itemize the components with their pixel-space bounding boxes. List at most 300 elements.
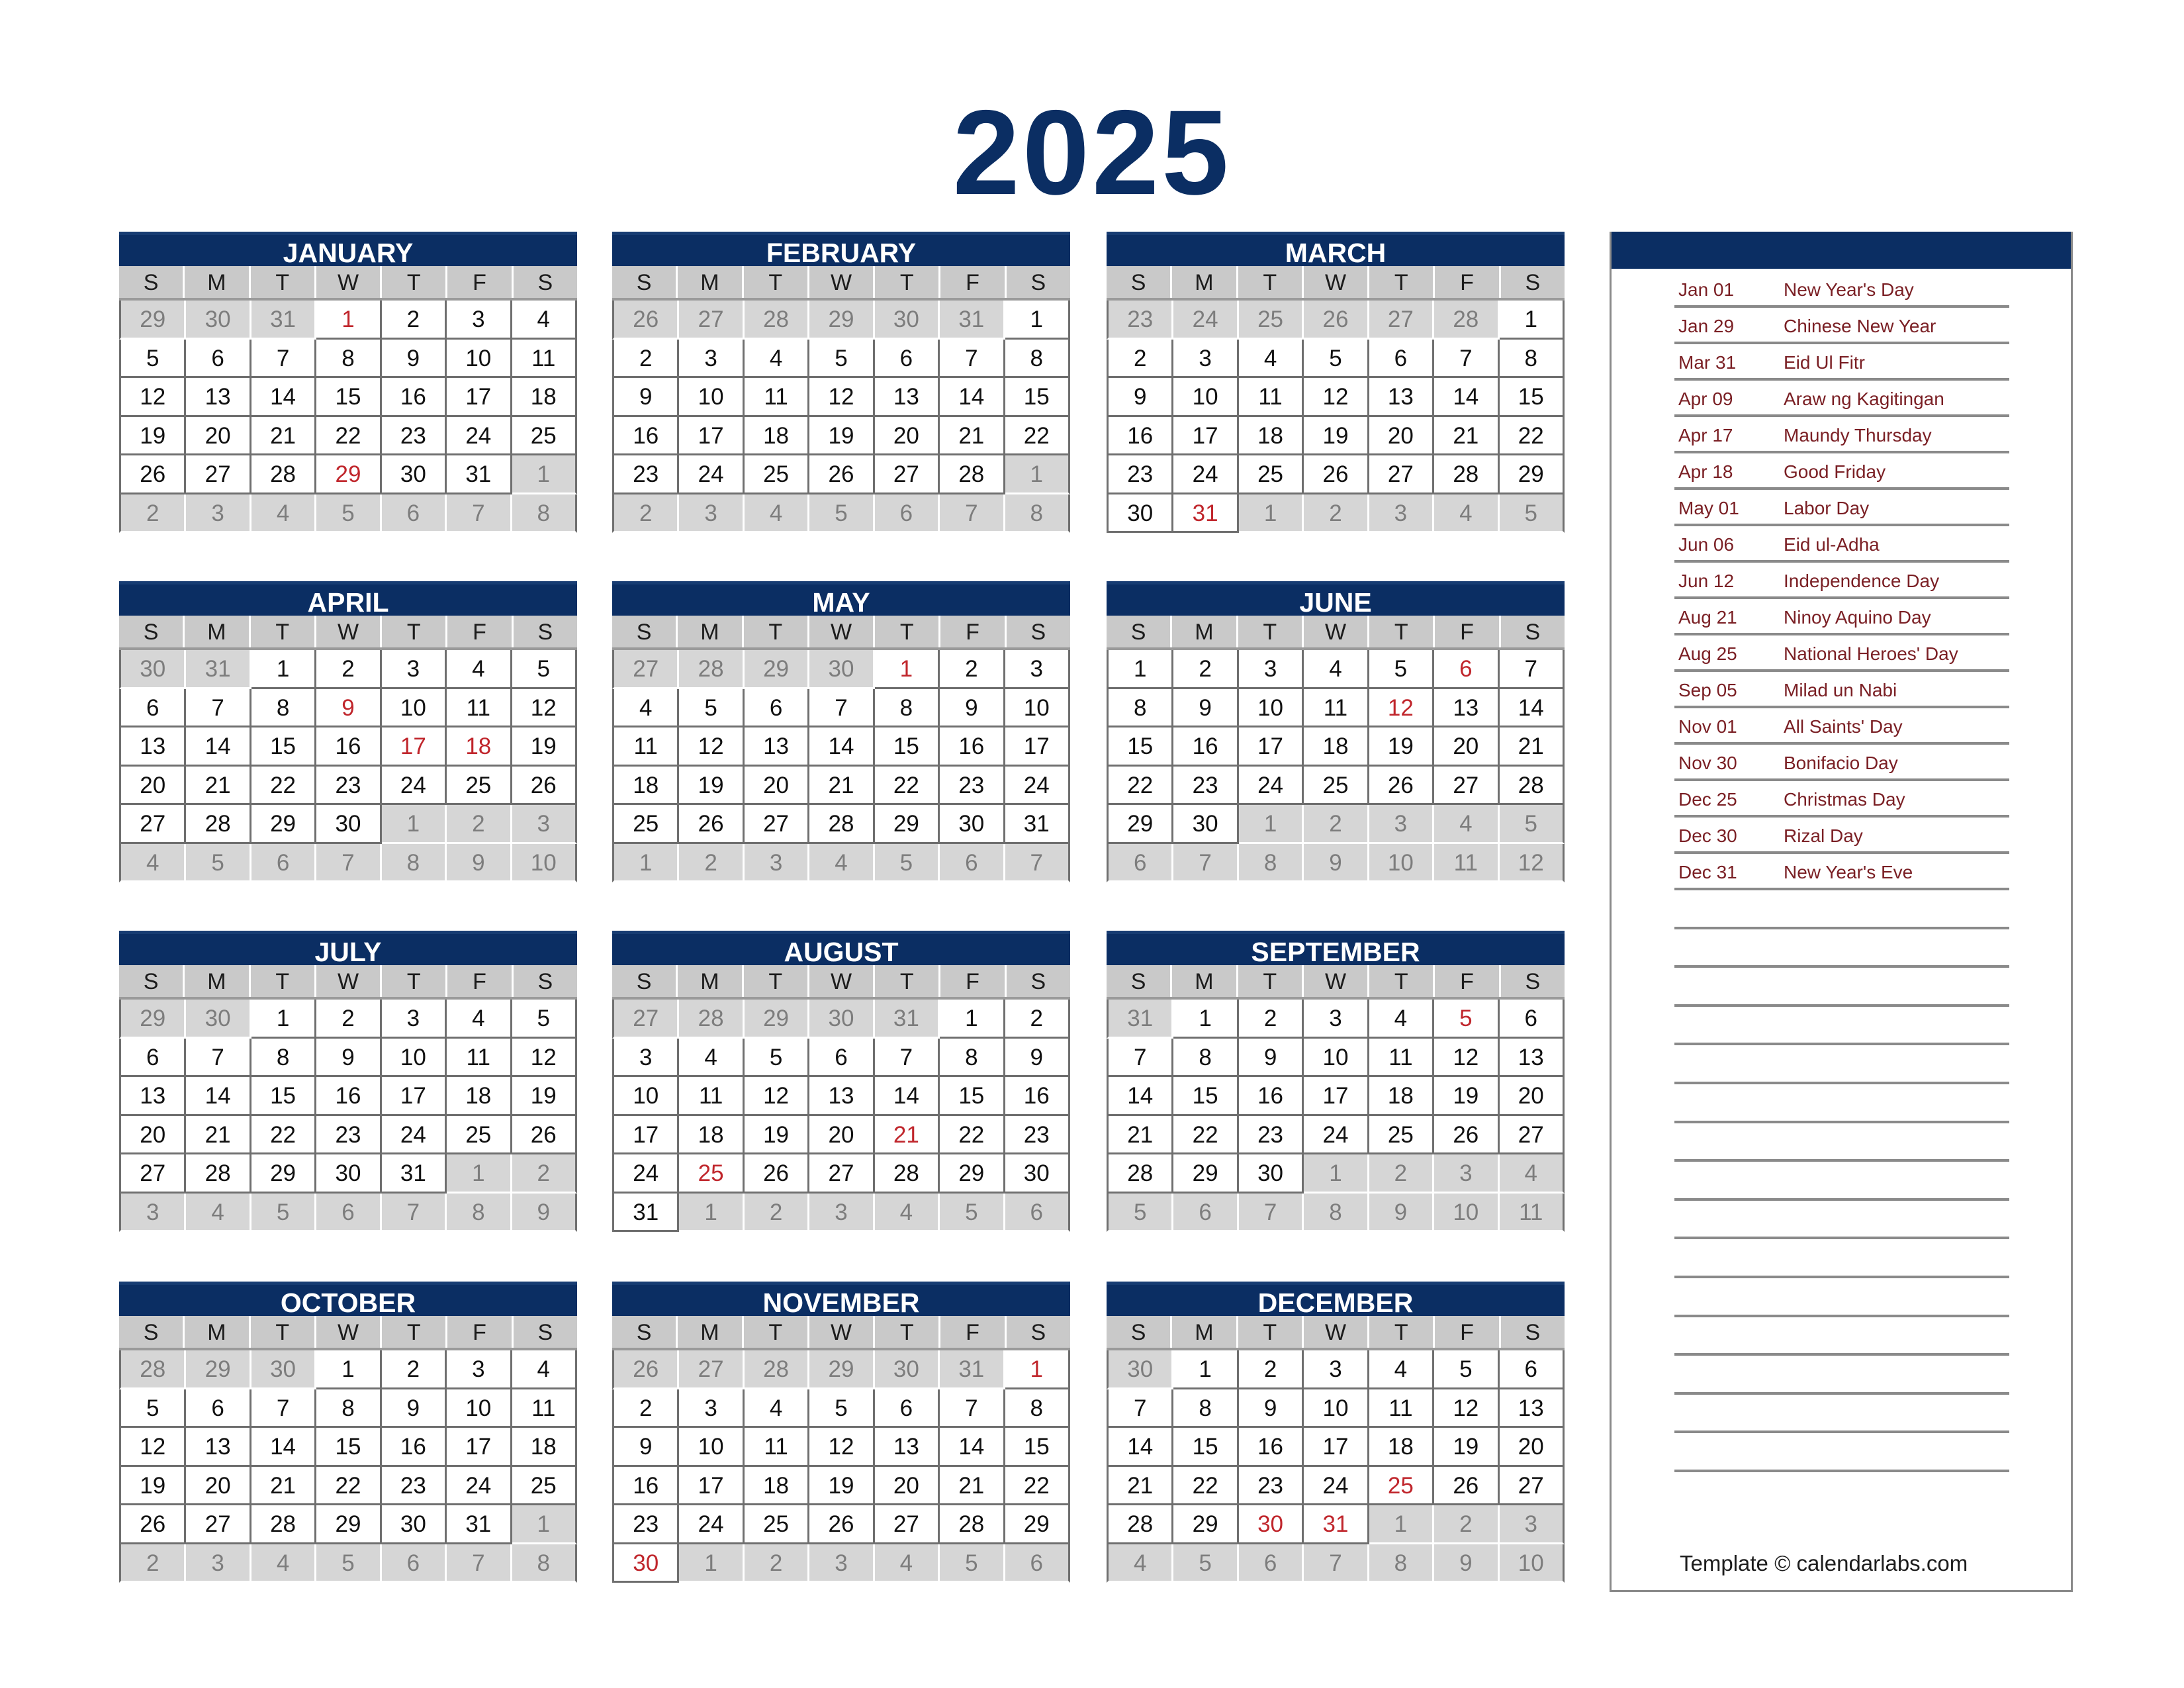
day-cell: 14 [251, 378, 316, 417]
footer-credit: Template © calendarlabs.com [1680, 1551, 1968, 1575]
day-cell: 25 [1369, 1116, 1434, 1155]
holiday-row [1674, 745, 2009, 781]
day-cell: 5 [1369, 650, 1434, 689]
day-cell: 18 [512, 378, 577, 417]
adjacent-month-day: 5 [316, 1544, 381, 1583]
holiday-day: 29 [316, 455, 381, 494]
adjacent-month-day: 3 [1500, 1505, 1565, 1544]
month-october [119, 1282, 577, 1595]
weekday-label: S [1107, 965, 1172, 997]
week-row [612, 1077, 1070, 1116]
adjacent-month-day: 2 [512, 1154, 577, 1194]
day-cell: 7 [251, 340, 316, 379]
day-cell: 25 [745, 1505, 809, 1544]
month-september [1107, 931, 1565, 1244]
day-cell: 18 [1304, 727, 1369, 767]
holiday-day: 5 [1434, 1000, 1499, 1039]
holiday-row [1674, 599, 2009, 635]
day-cell: 2 [1239, 1000, 1304, 1039]
adjacent-month-day: 8 [1005, 494, 1070, 534]
day-cell: 22 [940, 1116, 1005, 1155]
month-august [612, 931, 1070, 1244]
holiday-row [1674, 526, 2009, 563]
weekday-label: S [1030, 620, 1046, 645]
adjacent-month-day: 29 [119, 301, 186, 340]
week-row [119, 767, 577, 806]
day-cell: 4 [512, 301, 577, 340]
week-row [1107, 805, 1565, 844]
weekday-label: T [1369, 616, 1435, 647]
week-row [119, 1467, 577, 1506]
day-cell: 7 [1107, 1389, 1173, 1429]
weekday-label: S [612, 1316, 678, 1348]
day-cell: 7 [186, 689, 251, 728]
adjacent-month-day: 27 [612, 1000, 679, 1039]
month-name: FEBRUARY [612, 232, 1070, 266]
day-cell: 30 [316, 805, 381, 844]
weekday-label: S [1107, 1316, 1172, 1348]
weekday-label: F [447, 266, 513, 298]
adjacent-month-day: 4 [745, 494, 809, 534]
weekday-label: W [316, 616, 382, 647]
day-cell: 14 [940, 1428, 1005, 1467]
day-cell: 2 [1173, 650, 1238, 689]
adjacent-month-day: 7 [447, 1544, 512, 1583]
week-row [612, 1428, 1070, 1467]
day-cell: 8 [251, 1039, 316, 1078]
day-cell: 15 [1005, 378, 1070, 417]
adjacent-month-day: 4 [1434, 494, 1499, 534]
day-cell: 18 [1239, 417, 1304, 456]
weekday-label: T [382, 1316, 447, 1348]
adjacent-month-day: 7 [382, 1194, 447, 1233]
adjacent-month-day: 10 [1369, 844, 1434, 883]
weekday-header-row [1107, 616, 1565, 650]
day-cell: 7 [875, 1039, 940, 1078]
week-row [612, 455, 1070, 494]
day-cell: 20 [186, 1467, 251, 1506]
week-row [612, 340, 1070, 379]
blank-note-line [1674, 1084, 2009, 1123]
week-row [1107, 1154, 1565, 1194]
day-cell: 5 [1304, 340, 1369, 379]
adjacent-month-day: 3 [679, 494, 744, 534]
day-cell: 13 [809, 1077, 874, 1116]
day-cell: 16 [316, 727, 381, 767]
day-cell: 29 [251, 1154, 316, 1194]
day-cell: 27 [186, 455, 251, 494]
adjacent-month-day: 24 [1173, 301, 1238, 340]
day-cell: 1 [1173, 1000, 1238, 1039]
day-cell: 7 [809, 689, 874, 728]
day-cell: 8 [1005, 1389, 1070, 1429]
week-row [1107, 340, 1565, 379]
adjacent-month-day: 2 [1304, 494, 1369, 534]
day-cell: 14 [186, 727, 251, 767]
adjacent-month-day: 30 [1107, 1350, 1173, 1389]
day-cell: 8 [1500, 340, 1565, 379]
adjacent-month-day: 6 [1173, 1194, 1238, 1233]
adjacent-month-day: 1 [447, 1154, 512, 1194]
weekday-label: T [744, 616, 809, 647]
adjacent-month-day: 28 [679, 650, 744, 689]
holiday-date: Aug 25 [1678, 643, 1737, 664]
day-cell: 15 [251, 1077, 316, 1116]
day-cell: 24 [1304, 1467, 1369, 1506]
adjacent-month-day: 1 [512, 1505, 577, 1544]
holiday-row [1674, 381, 2009, 417]
day-cell: 19 [745, 1116, 809, 1155]
week-row [612, 1389, 1070, 1429]
holiday-day: 31 [1173, 494, 1238, 534]
holiday-day: 25 [1369, 1467, 1434, 1506]
day-cell: 2 [612, 340, 679, 379]
day-cell: 27 [1434, 767, 1499, 806]
blank-note-line [1674, 1162, 2009, 1201]
month-november [612, 1282, 1070, 1595]
day-cell: 14 [251, 1428, 316, 1467]
holiday-day: 25 [679, 1154, 744, 1194]
day-cell: 16 [612, 417, 679, 456]
holiday-name: All Saints' Day [1784, 716, 1903, 737]
day-cell: 13 [745, 727, 809, 767]
day-cell: 8 [251, 689, 316, 728]
week-row [1107, 1505, 1565, 1544]
day-cell: 30 [940, 805, 1005, 844]
weekday-label: T [1238, 616, 1304, 647]
adjacent-month-day: 5 [809, 494, 874, 534]
adjacent-month-day: 3 [512, 805, 577, 844]
adjacent-month-day: 4 [875, 1544, 940, 1583]
day-cell: 2 [612, 1389, 679, 1429]
day-cell: 1 [1005, 301, 1070, 340]
adjacent-month-day: 1 [679, 1194, 744, 1233]
day-cell: 14 [1107, 1428, 1173, 1467]
day-cell: 3 [1173, 340, 1238, 379]
day-cell: 6 [186, 1389, 251, 1429]
holiday-day: 30 [612, 1544, 679, 1583]
adjacent-month-day: 4 [186, 1194, 251, 1233]
adjacent-month-day: 1 [612, 844, 679, 883]
day-cell: 5 [512, 1000, 577, 1039]
adjacent-month-day: 6 [875, 494, 940, 534]
weekday-label: T [251, 965, 316, 997]
day-cell: 9 [612, 1428, 679, 1467]
weekday-label: S [1107, 616, 1172, 647]
adjacent-month-day: 5 [940, 1194, 1005, 1233]
day-cell: 6 [745, 689, 809, 728]
weekday-label: T [251, 616, 316, 647]
day-cell: 12 [1434, 1039, 1499, 1078]
adjacent-month-day: 29 [745, 650, 809, 689]
weekday-label: T [744, 266, 809, 298]
adjacent-month-day: 11 [1434, 844, 1499, 883]
weekday-label: W [1304, 1316, 1369, 1348]
week-row [119, 1389, 577, 1429]
holiday-day: 1 [316, 301, 381, 340]
holiday-name: Labor Day [1784, 498, 1870, 518]
day-cell: 24 [1304, 1116, 1369, 1155]
weekday-label: S [537, 620, 553, 645]
adjacent-month-day: 6 [1107, 844, 1173, 883]
weekday-label: T [875, 266, 940, 298]
adjacent-month-day: 9 [1369, 1194, 1434, 1233]
day-cell: 8 [1173, 1039, 1238, 1078]
day-cell: 20 [1500, 1428, 1565, 1467]
day-cell: 5 [119, 1389, 186, 1429]
day-cell: 26 [679, 805, 744, 844]
week-row [119, 727, 577, 767]
month-april [119, 581, 577, 894]
day-cell: 23 [1005, 1116, 1070, 1155]
day-cell: 21 [940, 1467, 1005, 1506]
week-row [119, 650, 577, 689]
day-cell: 31 [447, 1505, 512, 1544]
day-cell: 8 [1107, 689, 1173, 728]
adjacent-month-day: 29 [809, 1350, 874, 1389]
week-row [1107, 1000, 1565, 1039]
month-name: JULY [119, 931, 577, 965]
day-cell: 5 [1434, 1350, 1499, 1389]
weekday-label: F [447, 965, 513, 997]
weekday-label: T [1369, 1316, 1435, 1348]
day-cell: 11 [745, 378, 809, 417]
day-cell: 3 [1304, 1000, 1369, 1039]
weekday-header-row [1107, 266, 1565, 301]
month-may [612, 581, 1070, 894]
week-row [1107, 767, 1565, 806]
adjacent-month-day: 8 [512, 1544, 577, 1583]
day-cell: 10 [679, 378, 744, 417]
day-cell: 21 [809, 767, 874, 806]
day-cell: 9 [1005, 1039, 1070, 1078]
month-name: MAY [612, 581, 1070, 616]
day-cell: 21 [251, 1467, 316, 1506]
blank-note-line [1674, 1433, 2009, 1472]
day-cell: 25 [1304, 767, 1369, 806]
adjacent-month-day: 3 [809, 1194, 874, 1233]
adjacent-month-day: 31 [875, 1000, 940, 1039]
day-cell: 6 [119, 689, 186, 728]
day-cell: 13 [1500, 1389, 1565, 1429]
day-cell: 29 [316, 1505, 381, 1544]
adjacent-month-day: 8 [447, 1194, 512, 1233]
day-cell: 4 [612, 689, 679, 728]
day-cell: 15 [1500, 378, 1565, 417]
week-row [1107, 301, 1565, 340]
day-cell: 27 [875, 455, 940, 494]
holiday-date: Dec 25 [1678, 789, 1737, 810]
day-cell: 3 [612, 1039, 679, 1078]
weekday-header-row [1107, 965, 1565, 1000]
day-cell: 25 [447, 767, 512, 806]
day-cell: 14 [940, 378, 1005, 417]
weekday-label: W [316, 1316, 382, 1348]
weekday-label: T [875, 965, 940, 997]
day-cell: 22 [316, 1467, 381, 1506]
day-cell: 13 [1500, 1039, 1565, 1078]
day-cell: 1 [251, 650, 316, 689]
weekday-label: S [612, 266, 678, 298]
month-july [119, 931, 577, 1244]
day-cell: 19 [809, 1467, 874, 1506]
weekday-label: S [119, 1316, 185, 1348]
day-cell: 1 [1107, 650, 1173, 689]
adjacent-month-day: 5 [1173, 1544, 1238, 1583]
month-name: NOVEMBER [612, 1282, 1070, 1316]
adjacent-month-day: 3 [186, 494, 251, 534]
day-cell: 24 [447, 417, 512, 456]
week-row [119, 301, 577, 340]
adjacent-month-day: 5 [316, 494, 381, 534]
weekday-label: F [940, 266, 1006, 298]
day-cell: 29 [875, 805, 940, 844]
day-cell: 14 [186, 1077, 251, 1116]
adjacent-month-day: 4 [1500, 1154, 1565, 1194]
weekday-label: W [809, 965, 875, 997]
day-cell: 23 [612, 1505, 679, 1544]
day-cell: 15 [1107, 727, 1173, 767]
holiday-date: Dec 30 [1678, 825, 1737, 846]
week-row [119, 1350, 577, 1389]
day-cell: 7 [1500, 650, 1565, 689]
holiday-day: 30 [1239, 1505, 1304, 1544]
weekday-label: T [1238, 266, 1304, 298]
week-row [1107, 1039, 1565, 1078]
adjacent-month-day: 5 [1107, 1194, 1173, 1233]
holiday-name: Bonifacio Day [1784, 753, 1898, 773]
month-name: JUNE [1107, 581, 1565, 616]
adjacent-month-day: 9 [1304, 844, 1369, 883]
day-cell: 17 [1239, 727, 1304, 767]
day-cell: 4 [1239, 340, 1304, 379]
adjacent-month-day: 7 [1173, 844, 1238, 883]
adjacent-month-day: 5 [251, 1194, 316, 1233]
adjacent-month-day: 6 [316, 1194, 381, 1233]
day-cell: 23 [382, 1467, 447, 1506]
day-cell: 28 [1434, 455, 1499, 494]
holiday-day: 18 [447, 727, 512, 767]
adjacent-month-day: 30 [186, 301, 251, 340]
holiday-row [1674, 854, 2009, 890]
holiday-row [1674, 490, 2009, 526]
day-cell: 22 [316, 417, 381, 456]
adjacent-month-day: 4 [875, 1194, 940, 1233]
blank-note-line [1674, 1239, 2009, 1278]
weekday-label: M [1172, 1316, 1238, 1348]
day-cell: 22 [875, 767, 940, 806]
day-cell: 31 [447, 455, 512, 494]
adjacent-month-day: 9 [1434, 1544, 1499, 1583]
day-cell: 23 [612, 455, 679, 494]
blank-note-line [1674, 929, 2009, 968]
day-cell: 22 [251, 767, 316, 806]
adjacent-month-day: 8 [512, 494, 577, 534]
adjacent-month-day: 6 [1239, 1544, 1304, 1583]
day-cell: 15 [875, 727, 940, 767]
day-cell: 3 [382, 650, 447, 689]
weekday-label: S [1525, 270, 1541, 295]
week-row [612, 1505, 1070, 1544]
day-cell: 17 [679, 417, 744, 456]
week-row [119, 805, 577, 844]
day-cell: 20 [745, 767, 809, 806]
day-cell: 20 [1434, 727, 1499, 767]
day-cell: 23 [1173, 767, 1238, 806]
day-cell: 3 [447, 1350, 512, 1389]
day-cell: 9 [1239, 1039, 1304, 1078]
day-cell: 8 [940, 1039, 1005, 1078]
week-row [119, 494, 577, 534]
adjacent-month-day: 28 [745, 1350, 809, 1389]
day-cell: 3 [447, 301, 512, 340]
day-cell: 12 [1434, 1389, 1499, 1429]
day-cell: 24 [1173, 455, 1238, 494]
day-cell: 29 [1173, 1154, 1238, 1194]
day-cell: 27 [1369, 455, 1434, 494]
day-cell: 30 [1107, 494, 1173, 534]
day-cell: 27 [1500, 1467, 1565, 1506]
day-cell: 30 [382, 455, 447, 494]
day-cell: 17 [447, 378, 512, 417]
week-row [612, 378, 1070, 417]
week-row [1107, 378, 1565, 417]
adjacent-month-day: 4 [1107, 1544, 1173, 1583]
year-title: 2025 [952, 85, 1232, 220]
day-cell: 2 [316, 650, 381, 689]
day-cell: 27 [809, 1154, 874, 1194]
adjacent-month-day: 2 [1434, 1505, 1499, 1544]
day-cell: 2 [382, 1350, 447, 1389]
day-cell: 24 [447, 1467, 512, 1506]
day-cell: 10 [382, 1039, 447, 1078]
adjacent-month-day: 30 [875, 301, 940, 340]
weekday-header-row [119, 616, 577, 650]
holiday-row [1674, 417, 2009, 453]
adjacent-month-day: 8 [1239, 844, 1304, 883]
day-cell: 22 [1005, 417, 1070, 456]
day-cell: 1 [1173, 1350, 1238, 1389]
month-february [612, 232, 1070, 545]
week-row [119, 1116, 577, 1155]
holiday-name: Araw ng Kagitingan [1784, 389, 1944, 409]
day-cell: 12 [809, 1428, 874, 1467]
day-cell: 9 [1239, 1389, 1304, 1429]
adjacent-month-day: 5 [1500, 494, 1565, 534]
weekday-label: M [185, 1316, 250, 1348]
day-cell: 5 [809, 340, 874, 379]
day-cell: 27 [119, 805, 186, 844]
day-cell: 7 [251, 1389, 316, 1429]
holiday-date: Nov 01 [1678, 716, 1737, 737]
day-cell: 19 [512, 727, 577, 767]
holiday-day: 31 [1304, 1505, 1369, 1544]
day-cell: 31 [382, 1154, 447, 1194]
day-cell: 20 [186, 417, 251, 456]
weekday-label: S [1030, 1320, 1046, 1345]
month-name: SEPTEMBER [1107, 931, 1565, 965]
day-cell: 13 [119, 727, 186, 767]
day-cell: 11 [1369, 1389, 1434, 1429]
weekday-label: W [1304, 266, 1369, 298]
holiday-day: 17 [382, 727, 447, 767]
day-cell: 13 [186, 1428, 251, 1467]
adjacent-month-day: 31 [1107, 1000, 1173, 1039]
week-row [612, 1116, 1070, 1155]
day-cell: 29 [1107, 805, 1173, 844]
day-cell: 10 [1304, 1389, 1369, 1429]
day-cell: 22 [1500, 417, 1565, 456]
